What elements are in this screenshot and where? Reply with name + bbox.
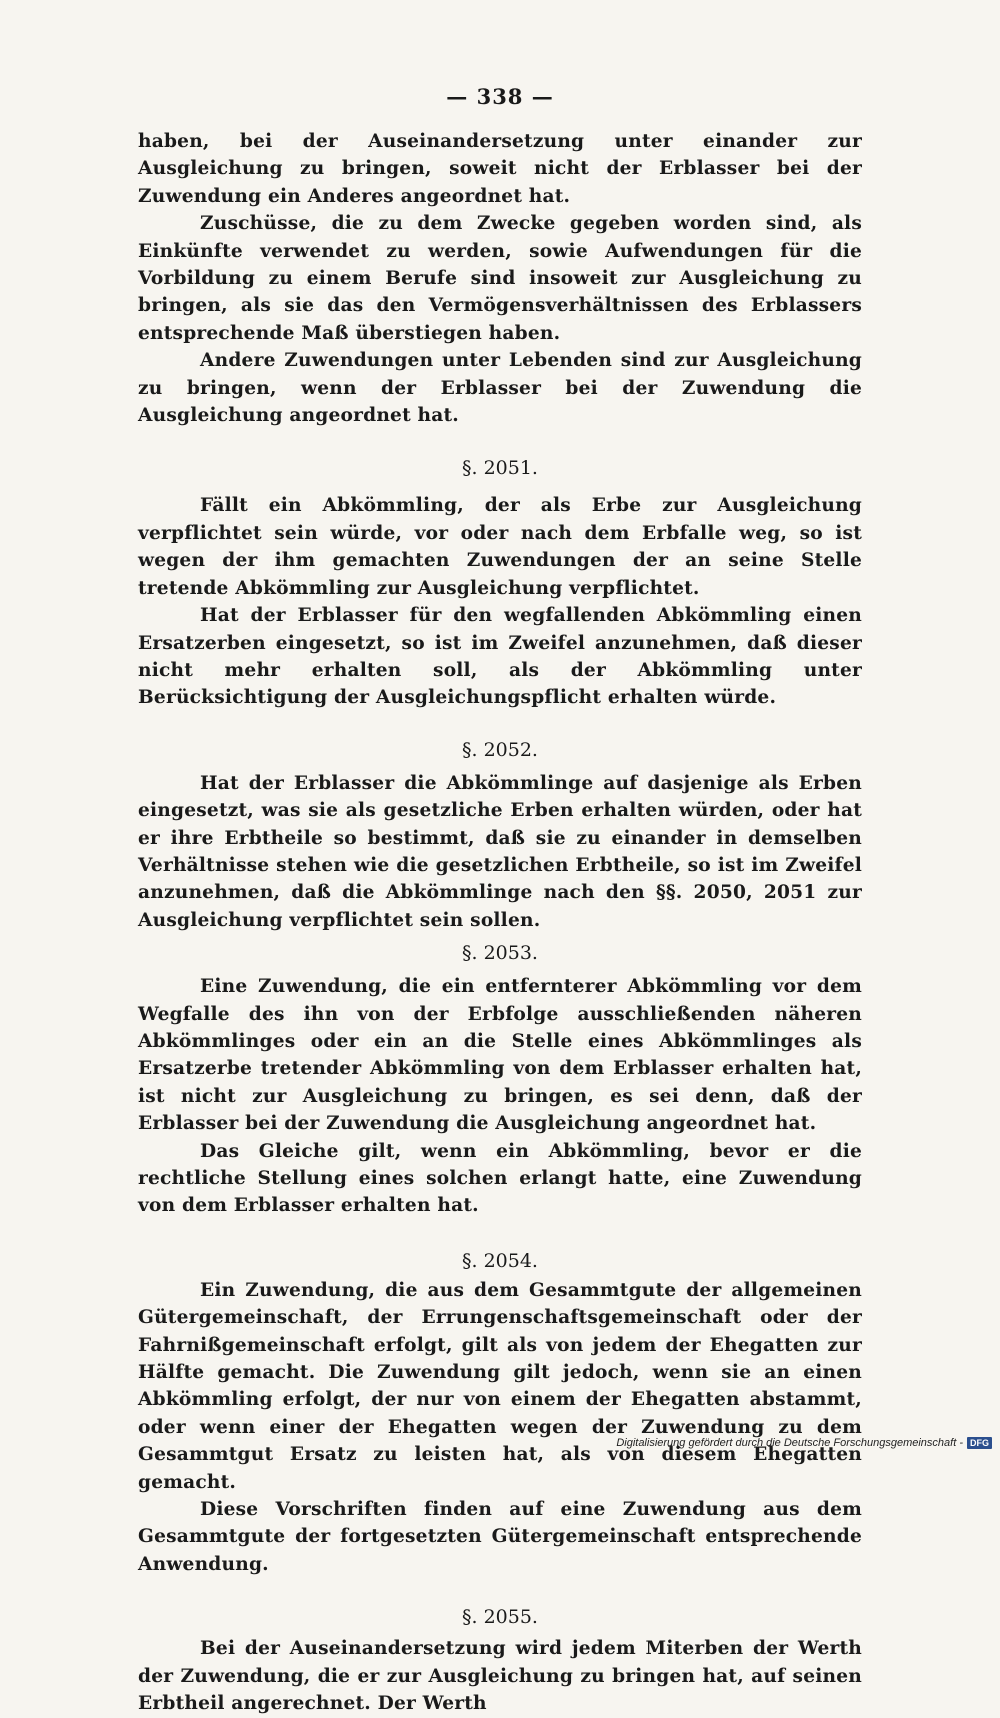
paragraph-text: Ein Zuwendung, die aus dem Gesammtgute der allgemeinen Gütergemeinschaft, der Errungenschaftsgemeinschaft oder der Fahrnißgemeinschaft erfolgt, gilt als von jedem der Ehegatten zur Hälfte gemacht. Die Zuwendung gilt jedoch, wenn sie an einen Abkömmling erfolgt, der nur von einem der Ehegatten abstammt, oder wenn einer der Ehegatten wegen der Zuwendung zu dem Gesammtgut Ersatz zu leisten hat, als von diesem Ehegatten gemacht.	[138, 1279, 862, 1493]
paragraph-text: Hat der Erblasser die Abkömmlinge auf dasjenige als Erben eingesetzt, was sie als gesetzliche Erben erhalten würden, oder hat er ihre Erbtheile so bestimmt, daß sie zu einander in demselben Verhältnisse stehen wie die gesetzlichen Erbtheile, so ist im Zweifel anzunehmen, daß die Abkömmlinge nach den §§. 2050, 2051 zur Ausgleichung verpflichtet sein sollen.	[138, 772, 862, 931]
credit-text: Digitalisierung gefördert durch die Deutsche Forschungsgemeinschaft -	[616, 1437, 963, 1449]
section-heading: §. 2054.	[462, 1249, 538, 1272]
digitization-credit	[616, 1437, 992, 1449]
page-body	[138, 128, 862, 1718]
paragraph-text: Fällt ein Abkömmling, der als Erbe zur Ausgleichung verpflichtet sein würde, vor oder nach dem Erbfalle weg, so ist wegen der ihm gemachten Zuwendungen der an seine Stelle tretende Abkömmling zur Ausgleichung verpflichtet.	[138, 495, 862, 599]
paragraph-text: haben, bei der Auseinandersetzung unter einander zur Ausgleichung zu bringen, soweit nicht der Erblasser bei der Zuwendung ein Anderes angeordnet hat.	[138, 131, 862, 207]
paragraph-text: Bei der Auseinandersetzung wird jedem Miterben der Werth der Zuwendung, die er zur Ausgleichung zu bringen hat, auf seinen Erbtheil angerechnet. Der Werth	[138, 1638, 862, 1715]
paragraph-text: Zuschüsse, die zu dem Zwecke gegeben worden sind, als Einkünfte verwendet zu werden, sowie Aufwendungen für die Vorbildung zu einem Berufe sind insoweit zur Ausgleichung zu bringen, als sie das den Vermögensverhältnissen des Erblassers entsprechende Maß überstiegen haben.	[138, 213, 862, 344]
paragraph-text: Eine Zuwendung, die ein entfernterer Abkömmling vor dem Wegfalle des ihn von der Erbfolge ausschließenden näheren Abkömmlinges oder ein an die Stelle eines Abkömmlinges als Ersatzerbe tretender Abkömmling von dem Erblasser erhalten hat, ist nicht zur Ausgleichung zu bringen, es sei denn, daß der Erblasser bei der Zuwendung die Ausgleichung angeordnet hat.	[138, 976, 862, 1135]
section-heading: §. 2055.	[462, 1606, 538, 1629]
section-heading: §. 2052.	[462, 738, 538, 761]
paragraph-text: Das Gleiche gilt, wenn ein Abkömmling, bevor er die rechtliche Stellung eines solchen erlangt hatte, eine Zuwendung von dem Erblasser erhalten hat.	[138, 1140, 862, 1217]
paragraph-text: Hat der Erblasser für den wegfallenden Abkömmling einen Ersatzerben eingesetzt, so ist im Zweifel anzunehmen, daß dieser nicht mehr erhalten soll, als der Abkömmling unter Berücksichtigung der Ausgleichungspflicht erhalten würde.	[138, 605, 862, 709]
paragraph-text: Diese Vorschriften finden auf eine Zuwendung aus dem Gesammtgute der fortgesetzten Gütergemeinschaft entsprechende Anwendung.	[138, 1499, 862, 1575]
section-heading: §. 2051.	[462, 457, 538, 480]
section-heading: §. 2053.	[462, 942, 538, 965]
dfg-logo: DFG	[967, 1437, 992, 1449]
paragraph-text: Andere Zuwendungen unter Lebenden sind zur Ausgleichung zu bringen, wenn der Erblasser bei der Zuwendung die Ausgleichung angeordnet hat.	[138, 350, 862, 427]
page-number: — 338 —	[446, 84, 554, 109]
